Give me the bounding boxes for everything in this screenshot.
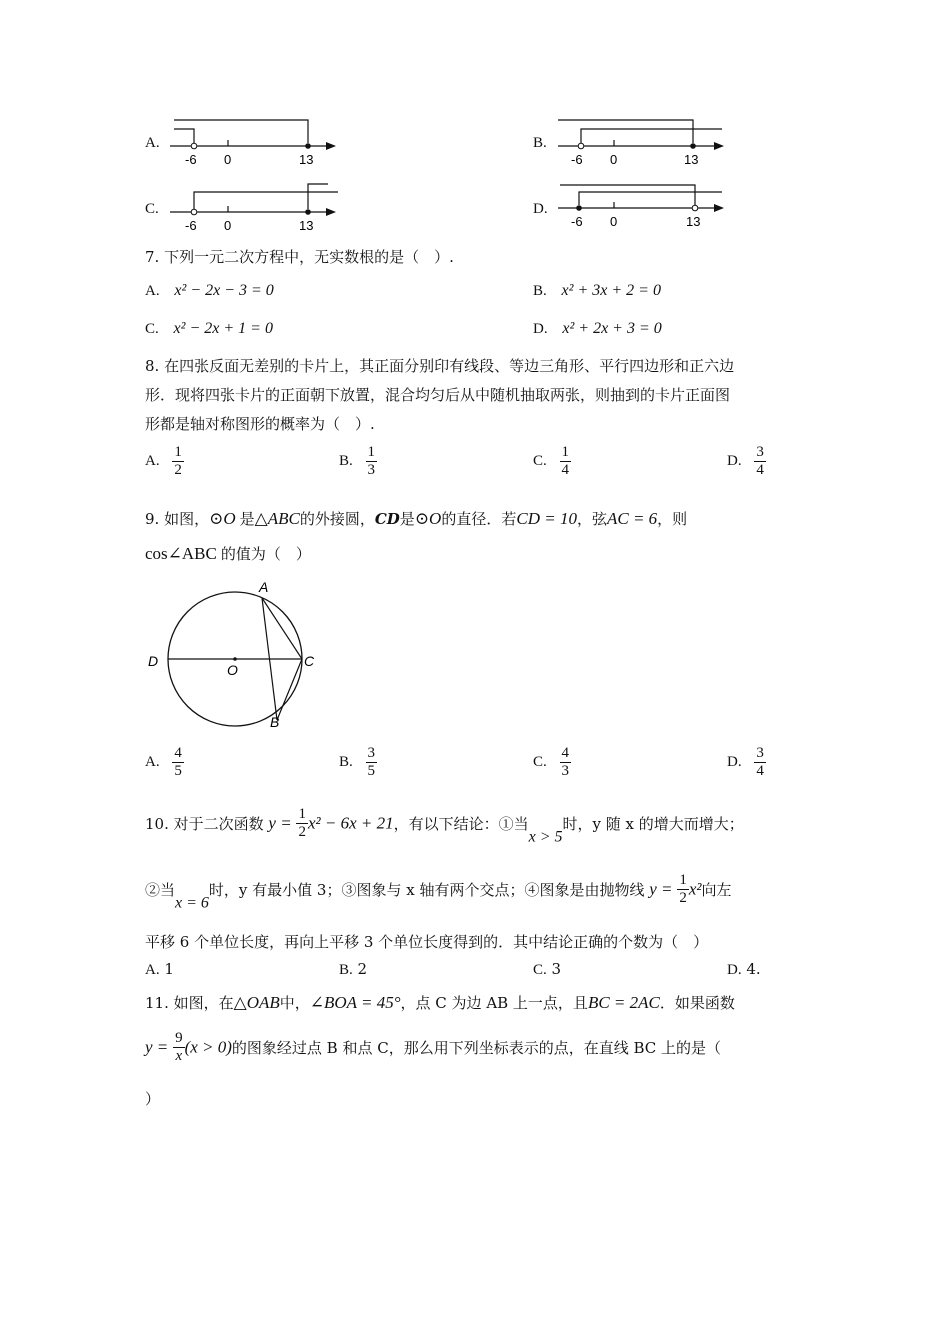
tick-label: 0 xyxy=(224,218,232,233)
q9-option-a[interactable] xyxy=(145,745,184,780)
option-key: A. xyxy=(145,962,160,978)
option-key: A. xyxy=(145,754,160,770)
q8-line-2: 形．现将四张卡片的正面朝下放置，混合均匀后从中随机抽取两张，则抽到的卡片正面图 xyxy=(145,386,731,404)
fraction: $\frac{4}{5}$ xyxy=(174,745,182,779)
fraction: $\frac{1}{4}$ xyxy=(561,444,570,478)
number-line-d xyxy=(550,178,740,236)
q8-line-3: 形都是轴对称图形的概率为（ ）. xyxy=(145,415,375,433)
q10-option-c[interactable] xyxy=(533,960,561,979)
q9-stem-line-1: 9. 如图，⊙O 是△ABC的外接圆，CD是⊙O的直径．若CD = 10，弦AC = 6，则 xyxy=(145,509,688,528)
q9-stem-line-2: cos∠ABC 的值为（ ） xyxy=(145,544,311,563)
q10-line-1: 10. 对于二次函数 y = $\frac{1}{2}$ x² − 6x + 21，有以下结论：①当x > 5时，y 随 x 的增大而增大； xyxy=(145,806,744,846)
tick-label: -6 xyxy=(185,218,197,233)
q9-option-c[interactable] xyxy=(533,745,571,780)
q7-option-d[interactable] xyxy=(533,319,662,338)
option-key: B. xyxy=(339,453,353,469)
option-key: D. xyxy=(727,962,742,978)
q8-line-1: 8. 在四张反面无差别的卡片上，其正面分别印有线段、等边三角形、平行四边形和正六边 xyxy=(145,357,735,375)
number-line-c xyxy=(160,178,350,236)
option-key: D. xyxy=(533,321,548,337)
q11-line-2: y = $\frac{9}{x}$ (x > 0)的图象经过点 B 和点 C，那么用下列坐标表示的点，在直线 BC 上的是（ xyxy=(145,1030,722,1064)
fraction: $\frac{1}{2}$ xyxy=(298,806,306,840)
label-c: C xyxy=(304,653,315,669)
q9-option-d[interactable] xyxy=(727,745,766,780)
q6-option-a[interactable] xyxy=(145,133,160,152)
option-key: B. xyxy=(533,283,547,299)
fraction: $\frac{3}{4}$ xyxy=(756,745,764,779)
option-expr: x² − 2x + 1 = 0 xyxy=(173,320,273,337)
fraction: $\frac{3}{5}$ xyxy=(367,745,376,779)
q6-option-c[interactable] xyxy=(145,199,159,218)
q7-option-c[interactable] xyxy=(145,319,273,338)
option-key: A. xyxy=(145,283,160,299)
q9-circle-figure xyxy=(140,574,330,736)
fraction: $\frac{1}{2}$ xyxy=(174,444,182,478)
tick-label: -6 xyxy=(571,214,583,229)
tick-label: 13 xyxy=(299,218,314,233)
option-key: C. xyxy=(533,453,547,469)
option-expr: x² + 3x + 2 = 0 xyxy=(561,282,661,299)
q7-option-a[interactable] xyxy=(145,281,274,300)
option-key: A. xyxy=(145,135,160,151)
fraction: $\frac{4}{3}$ xyxy=(561,745,570,779)
tick-label: 0 xyxy=(224,152,232,167)
fraction: $\frac{9}{x}$ xyxy=(175,1030,183,1064)
option-value: 3 xyxy=(551,960,562,978)
q10-option-b[interactable] xyxy=(339,960,367,979)
option-expr: x² + 2x + 3 = 0 xyxy=(562,320,662,337)
option-expr: x² − 2x − 3 = 0 xyxy=(174,282,274,299)
q11-line-3: ） xyxy=(145,1090,161,1108)
option-key: C. xyxy=(145,321,159,337)
option-key: C. xyxy=(145,201,159,217)
q6-option-d[interactable] xyxy=(533,199,548,218)
q7-option-b[interactable] xyxy=(533,281,661,300)
q10-line-2: ②当x = 6时，y 有最小值 3；③图象与 x 轴有两个交点；④图象是由抛物线 y = $\frac{1}{2}$ x²向左 xyxy=(145,872,732,912)
tick-label: 13 xyxy=(299,152,314,167)
option-key: C. xyxy=(533,962,547,978)
q10-option-d[interactable] xyxy=(727,960,761,979)
tick-label: 13 xyxy=(684,152,699,167)
fraction: $\frac{1}{3}$ xyxy=(367,444,376,478)
label-d: D xyxy=(148,653,159,669)
option-key: B. xyxy=(533,135,547,151)
tick-label: 13 xyxy=(686,214,701,229)
label-o: O xyxy=(227,662,238,678)
option-key: C. xyxy=(533,754,547,770)
option-key: D. xyxy=(727,754,742,770)
q8-option-b[interactable] xyxy=(339,444,377,479)
q7-stem: 7. 下列一元二次方程中，无实数根的是（ ）. xyxy=(145,248,454,266)
option-key: B. xyxy=(339,754,353,770)
option-key: B. xyxy=(339,962,353,978)
option-key: D. xyxy=(727,453,742,469)
q8-option-c[interactable] xyxy=(533,444,571,479)
option-value: 4. xyxy=(746,960,761,978)
number-line-a xyxy=(160,112,350,170)
q9-option-b[interactable] xyxy=(339,745,377,780)
q8-option-d[interactable] xyxy=(727,444,766,479)
option-value: 2 xyxy=(357,960,368,978)
option-key: D. xyxy=(533,201,548,217)
q8-option-a[interactable] xyxy=(145,444,184,479)
fraction: $\frac{1}{2}$ xyxy=(679,872,687,906)
label-a: A xyxy=(259,579,269,595)
fraction: $\frac{3}{4}$ xyxy=(756,444,764,478)
q6-option-b[interactable] xyxy=(533,133,547,152)
number-line-b xyxy=(550,112,740,170)
tick-label: -6 xyxy=(185,152,197,167)
option-key: A. xyxy=(145,453,160,469)
tick-label: 0 xyxy=(610,214,618,229)
q10-line-3: 平移 6 个单位长度，再向上平移 3 个单位长度得到的．其中结论正确的个数为（ ） xyxy=(145,933,709,951)
tick-label: 0 xyxy=(610,152,618,167)
label-b: B xyxy=(270,714,280,730)
tick-label: -6 xyxy=(571,152,583,167)
option-value: 1 xyxy=(164,960,174,978)
q11-line-1: 11. 如图，在△OAB中，∠BOA = 45°，点 C 为边 AB 上一点，且BC = 2AC．如果函数 xyxy=(145,993,735,1012)
q10-option-a[interactable] xyxy=(145,960,174,979)
